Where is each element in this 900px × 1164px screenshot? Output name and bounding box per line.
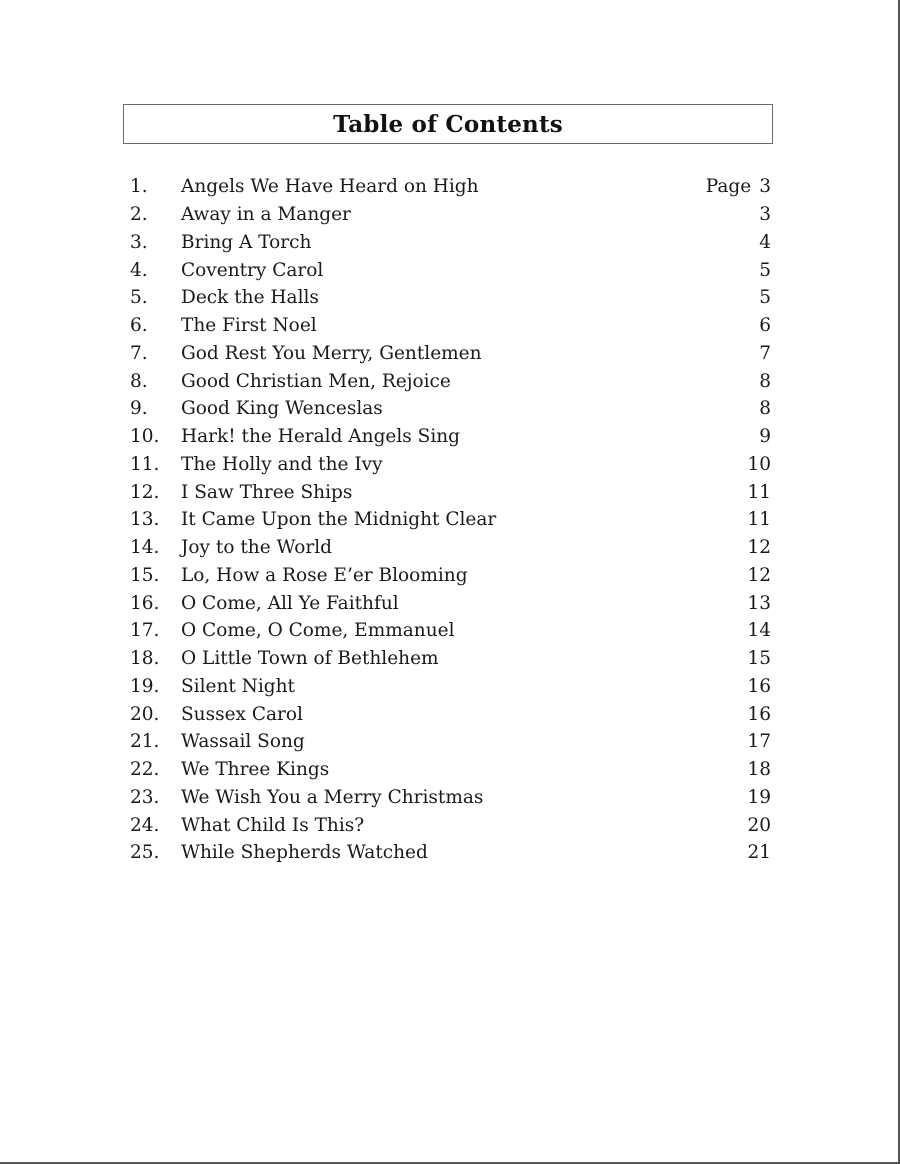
toc-entry	[130, 284, 771, 312]
entry-number: 18.	[130, 648, 160, 670]
entry-page-number: 5	[759, 287, 771, 309]
entry-title: Lo, How a Rose E’er Blooming	[181, 564, 468, 586]
entry-title: We Wish You a Merry Christmas	[181, 786, 484, 808]
entry-number: 14.	[130, 537, 160, 559]
entry-title: Angels We Have Heard on High	[181, 176, 479, 198]
entry-title: O Come, O Come, Emmanuel	[181, 620, 455, 642]
toc-entry	[130, 395, 771, 423]
page-title: Table of Contents	[333, 110, 563, 138]
entry-page	[706, 176, 771, 197]
entry-number: 5.	[130, 287, 148, 309]
entry-number: 17.	[130, 620, 160, 642]
entry-number: 9.	[130, 398, 148, 420]
entry-title: While Shepherds Watched	[181, 842, 428, 864]
toc-entry	[130, 700, 771, 728]
entry-page-number: 4	[759, 231, 771, 253]
entry-page-number: 11	[747, 509, 771, 531]
entry-number: 7.	[130, 342, 148, 364]
entry-number: 20.	[130, 703, 160, 725]
entry-title: Bring A Torch	[181, 231, 312, 253]
entry-number: 23.	[130, 786, 160, 808]
entry-number: 16.	[130, 592, 160, 614]
entry-page-number: 8	[759, 370, 771, 392]
toc-entry	[130, 451, 771, 479]
entry-title: It Came Upon the Midnight Clear	[181, 509, 497, 531]
entry-page-number: 18	[747, 759, 771, 781]
entry-title: The First Noel	[181, 315, 317, 337]
entry-page-number: 13	[747, 592, 771, 614]
entry-number: 2.	[130, 204, 148, 226]
toc-entry	[130, 423, 771, 451]
entry-title: What Child Is This?	[181, 814, 365, 836]
toc-entry	[130, 312, 771, 340]
entry-number: 4.	[130, 259, 148, 281]
toc-entry	[130, 811, 771, 839]
entry-page-number: 20	[747, 814, 771, 836]
entry-title: The Holly and the Ivy	[181, 453, 383, 475]
entry-page-number: 16	[747, 675, 771, 697]
toc-entry	[130, 728, 771, 756]
entry-title: Good Christian Men, Rejoice	[181, 370, 451, 392]
entry-page-number: 12	[747, 537, 771, 559]
entry-page-number: 6	[759, 315, 771, 337]
entry-page-number: 12	[747, 564, 771, 586]
entry-page-number: 5	[759, 259, 771, 281]
entry-title: Silent Night	[181, 675, 295, 697]
entry-page-number: 14	[747, 620, 771, 642]
entry-number: 6.	[130, 315, 148, 337]
toc-list	[130, 173, 771, 867]
entry-number: 21.	[130, 731, 160, 753]
toc-entry	[130, 589, 771, 617]
entry-title: I Saw Three Ships	[181, 481, 353, 503]
toc-entry	[130, 173, 771, 201]
entry-page-number: 3	[759, 204, 771, 226]
toc-entry	[130, 534, 771, 562]
entry-title: We Three Kings	[181, 759, 330, 781]
toc-entry	[130, 340, 771, 368]
entry-page-number: 11	[747, 481, 771, 503]
entry-title: O Little Town of Bethlehem	[181, 648, 439, 670]
toc-entry	[130, 756, 771, 784]
toc-entry	[130, 562, 771, 590]
entry-number: 8.	[130, 370, 148, 392]
entry-page-number: 10	[747, 453, 771, 475]
entry-number: 12.	[130, 481, 160, 503]
entry-number: 11.	[130, 453, 160, 475]
title-box	[123, 104, 773, 144]
entry-title: Hark! the Herald Angels Sing	[181, 426, 461, 448]
toc-entry	[130, 229, 771, 257]
entry-page-number: 21	[747, 842, 771, 864]
entry-page-number: 16	[747, 703, 771, 725]
entry-title: Coventry Carol	[181, 259, 324, 281]
entry-page-number: 19	[747, 786, 771, 808]
page-label: Page	[705, 176, 752, 198]
entry-page-number: 8	[759, 398, 771, 420]
toc-entry	[130, 645, 771, 673]
entry-number: 25.	[130, 842, 160, 864]
entry-title: Sussex Carol	[181, 703, 303, 725]
entry-title: Deck the Halls	[181, 287, 319, 309]
entry-title: God Rest You Merry, Gentlemen	[181, 342, 482, 364]
entry-number: 22.	[130, 759, 160, 781]
entry-number: 10.	[130, 426, 160, 448]
toc-entry	[130, 784, 771, 812]
entry-title: Good King Wenceslas	[181, 398, 383, 420]
entry-page-number: 17	[747, 731, 771, 753]
entry-page-number: 7	[759, 342, 771, 364]
entry-number: 15.	[130, 564, 160, 586]
entry-page-number: 3	[759, 176, 771, 198]
entry-number: 13.	[130, 509, 160, 531]
toc-entry	[130, 256, 771, 284]
entry-title: O Come, All Ye Faithful	[181, 592, 399, 614]
entry-title: Away in a Manger	[181, 204, 351, 226]
toc-entry	[130, 478, 771, 506]
toc-entry	[130, 617, 771, 645]
entry-title: Joy to the World	[181, 537, 333, 559]
toc-entry	[130, 673, 771, 701]
toc-entry	[130, 201, 771, 229]
toc-entry	[130, 367, 771, 395]
entry-number: 1.	[130, 176, 148, 198]
entry-page-number: 9	[759, 426, 771, 448]
entry-page-number: 15	[747, 648, 771, 670]
toc-entry	[130, 839, 771, 867]
entry-title: Wassail Song	[181, 731, 305, 753]
entry-number: 24.	[130, 814, 160, 836]
toc-entry	[130, 506, 771, 534]
entry-number: 19.	[130, 675, 160, 697]
entry-number: 3.	[130, 231, 148, 253]
